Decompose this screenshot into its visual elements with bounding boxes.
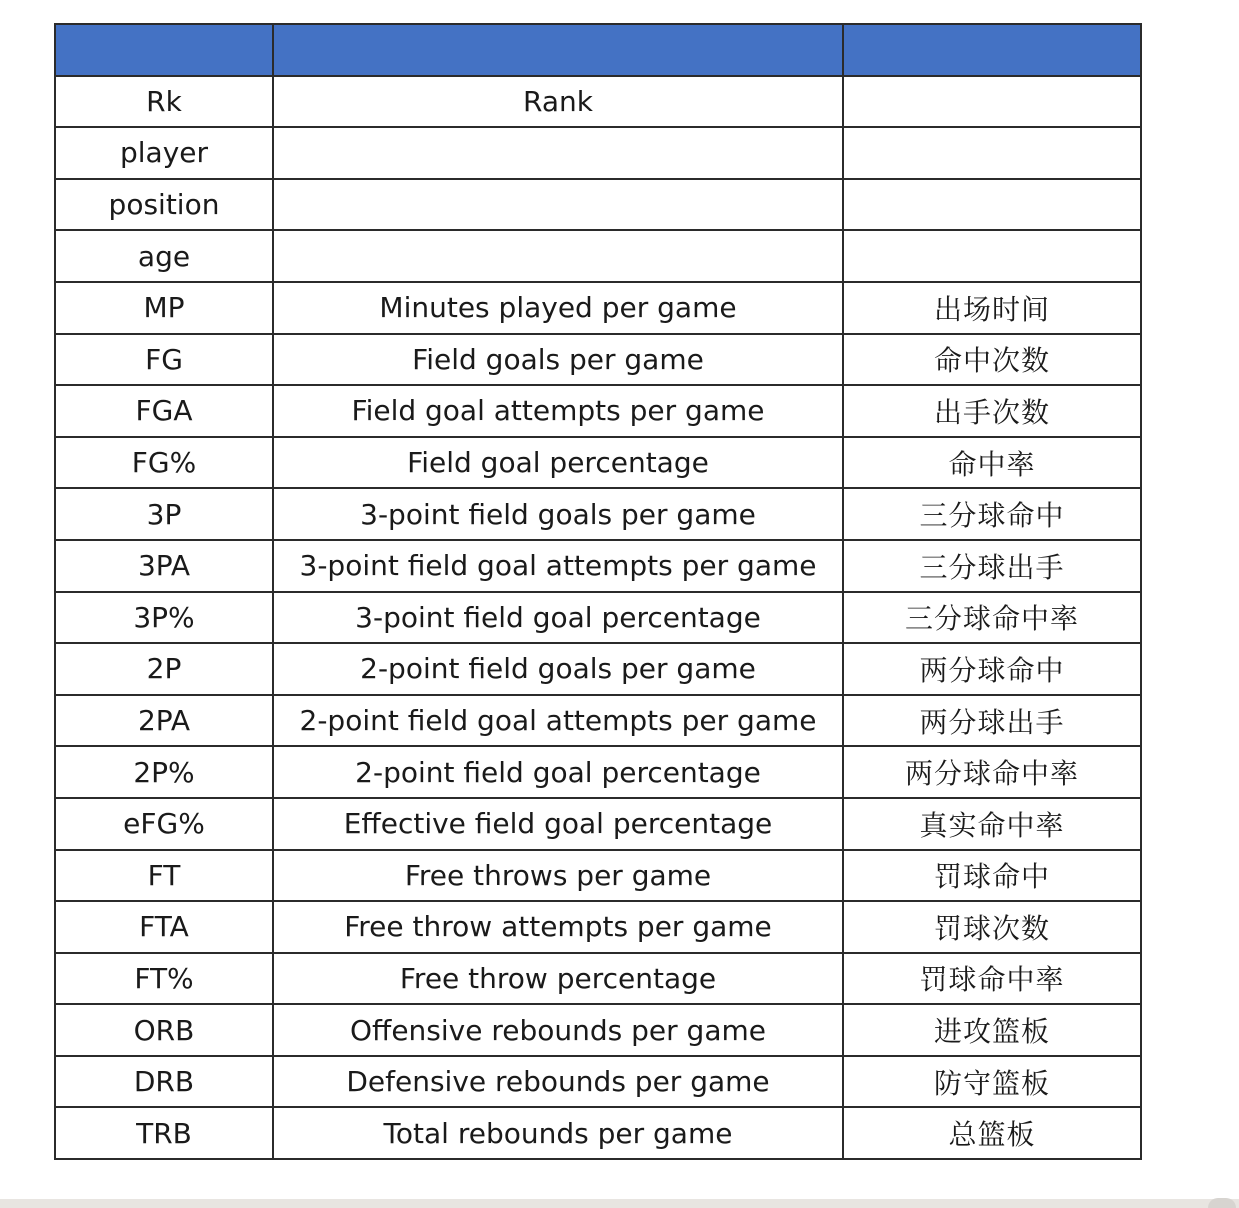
english-cell: Field goals per game [273,334,843,386]
english-cell: Free throws per game [273,850,843,902]
abbr-cell: 3P% [55,592,273,644]
header-cell-english [273,24,843,76]
table-row [55,850,1141,902]
abbr-cell: position [55,179,273,231]
english-cell [273,179,843,231]
english-cell [273,230,843,282]
chinese-cell: 罚球命中 [843,850,1141,902]
table-row [55,282,1141,334]
english-cell: Field goal attempts per game [273,385,843,437]
table-row [55,643,1141,695]
english-cell: 3-point field goal percentage [273,592,843,644]
abbr-cell: ORB [55,1004,273,1056]
abbr-cell: eFG% [55,798,273,850]
abbr-cell: FG [55,334,273,386]
abbr-cell: age [55,230,273,282]
english-cell: Offensive rebounds per game [273,1004,843,1056]
abbr-cell: 2P [55,643,273,695]
table-row [55,437,1141,489]
chinese-cell: 防守篮板 [843,1056,1141,1108]
abbr-cell: FG% [55,437,273,489]
header-cell-chinese [843,24,1141,76]
english-cell: 2-point field goal percentage [273,746,843,798]
abbr-cell: player [55,127,273,179]
table-row [55,953,1141,1005]
table-row [55,901,1141,953]
english-cell: 2-point field goal attempts per game [273,695,843,747]
english-cell: 2-point field goals per game [273,643,843,695]
abbr-cell: Rk [55,76,273,128]
abbr-cell: 3P [55,488,273,540]
table-row [55,1107,1141,1159]
abbr-cell: FT [55,850,273,902]
english-cell: Defensive rebounds per game [273,1056,843,1108]
chinese-cell: 总篮板 [843,1107,1141,1159]
table-row [55,695,1141,747]
table-row [55,230,1141,282]
abbr-cell: FGA [55,385,273,437]
table-row [55,1056,1141,1108]
table-row [55,334,1141,386]
chinese-cell [843,179,1141,231]
table-header-row [55,24,1141,76]
english-cell [273,127,843,179]
english-cell: Field goal percentage [273,437,843,489]
english-cell: Total rebounds per game [273,1107,843,1159]
table-row [55,746,1141,798]
chinese-cell: 出手次数 [843,385,1141,437]
table-row [55,540,1141,592]
header-cell-abbr [55,24,273,76]
chinese-cell: 命中次数 [843,334,1141,386]
table-row [55,488,1141,540]
english-cell: Free throw percentage [273,953,843,1005]
chinese-cell: 真实命中率 [843,798,1141,850]
english-cell: Minutes played per game [273,282,843,334]
chinese-cell: 罚球次数 [843,901,1141,953]
chinese-cell: 出场时间 [843,282,1141,334]
chinese-cell [843,230,1141,282]
resize-handle[interactable] [1208,1198,1236,1208]
table-row [55,127,1141,179]
english-cell: Rank [273,76,843,128]
table-row [55,1004,1141,1056]
chinese-cell [843,76,1141,128]
english-cell: 3-point field goal attempts per game [273,540,843,592]
abbr-cell: 2PA [55,695,273,747]
chinese-cell: 两分球命中 [843,643,1141,695]
stats-glossary-table [54,23,1142,1160]
english-cell: 3-point field goals per game [273,488,843,540]
chinese-cell: 三分球命中率 [843,592,1141,644]
chinese-cell [843,127,1141,179]
chinese-cell: 三分球出手 [843,540,1141,592]
abbr-cell: 3PA [55,540,273,592]
abbr-cell: TRB [55,1107,273,1159]
english-cell: Effective field goal percentage [273,798,843,850]
chinese-cell: 两分球命中率 [843,746,1141,798]
chinese-cell: 两分球出手 [843,695,1141,747]
abbr-cell: MP [55,282,273,334]
table-body [55,24,1141,1159]
chinese-cell: 罚球命中率 [843,953,1141,1005]
chinese-cell: 三分球命中 [843,488,1141,540]
abbr-cell: FT% [55,953,273,1005]
table-row [55,385,1141,437]
table-row [55,179,1141,231]
table-row [55,798,1141,850]
table-row [55,76,1141,128]
abbr-cell: DRB [55,1056,273,1108]
abbr-cell: 2P% [55,746,273,798]
chinese-cell: 进攻篮板 [843,1004,1141,1056]
english-cell: Free throw attempts per game [273,901,843,953]
window-bottom-bar [0,1199,1239,1208]
chinese-cell: 命中率 [843,437,1141,489]
table-row [55,592,1141,644]
abbr-cell: FTA [55,901,273,953]
